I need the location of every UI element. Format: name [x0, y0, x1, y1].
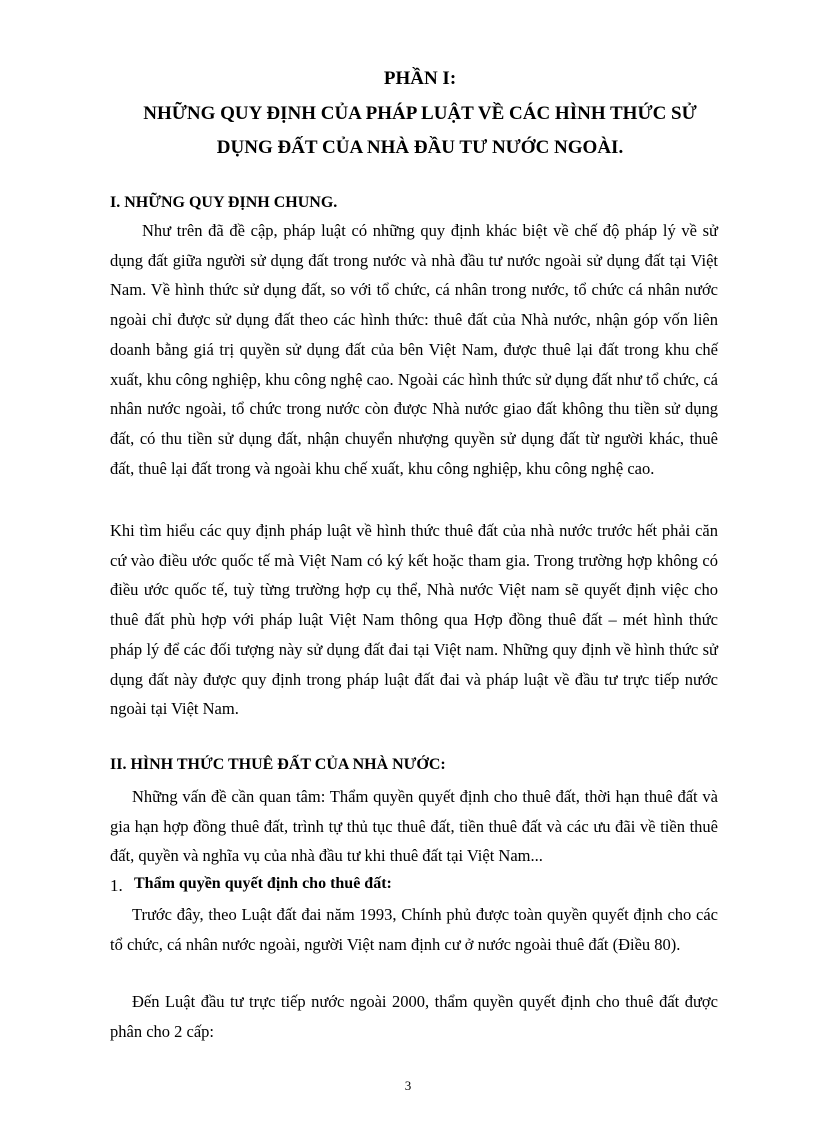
- title-line-2: DỤNG ĐẤT CỦA NHÀ ĐẦU TƯ NƯỚC NGOÀI.: [216, 137, 624, 158]
- item-1-number: 1.: [110, 876, 123, 895]
- page-number: 3: [404, 1078, 412, 1093]
- title-line-1: NHỮNG QUY ĐỊNH CỦA PHÁP LUẬT VỀ CÁC HÌNH THỨC SỬ: [143, 103, 697, 124]
- section-1-paragraph-1: Như trên đã đề cập, pháp luật có những quy định khác biệt về chế độ pháp lý về sử dụng đất giữa người sử dụng đất trong nước và nhà đầu tư nước ngoài sử dụng đất tại Việt Nam. Về hình thức sử dụng đất, so với tổ chức, cá nhân trong nước, tổ chức cá nhân nước ngoài chỉ được sử dụng đất theo các hình thức: thuê đất của Nhà nước, nhận góp vốn liên doanh bằng giá trị quyền sử dụng đất của bên Việt Nam, được thuê lại đất trong khu chế xuất, khu công nghiệp, khu công nghệ cao. Ngoài các hình thức sử dụng đất như tổ chức, cá nhân nước ngoài, tổ chức trong nước còn được Nhà nước giao đất không thu tiền sử dụng đất, có thu tiền sử dụng đất, nhận chuyển nhượng quyền sử dụng đất từ người khác, thuê đất, thuê lại đất trong và ngoài khu chế xuất, khu công nghiệp, khu công nghệ cao.: [110, 221, 718, 478]
- section-2-heading: II. HÌNH THỨC THUÊ ĐẤT CỦA NHÀ NƯỚC:: [110, 756, 446, 773]
- section-1-paragraph-2: Khi tìm hiểu các quy định pháp luật về hình thức thuê đất của nhà nước trước hết phải căn cứ vào điều ước quốc tế mà Việt Nam có ký kết hoặc tham gia. Trong trường hợp không có điều ước quốc tế, tuỳ từng trường hợp cụ thể, Nhà nước Việt nam sẽ quyết định việc cho thuê đất phù hợp với pháp luật Việt Nam thông qua Hợp đồng thuê đất – mét hình thức pháp lý để các đối tượng này sử dụng đất đai tại Việt nam. Những quy định về hình thức sử dụng đất này được quy định trong pháp luật đất đai và pháp luật về đầu tư trực tiếp nước ngoài tại Việt Nam.: [110, 521, 718, 719]
- item-1-title: Thẩm quyền quyết định cho thuê đất:: [134, 875, 392, 892]
- section-2-paragraph-1: Những vấn đề cần quan tâm: Thẩm quyền quyết định cho thuê đất, thời hạn thuê đất và gia hạn hợp đồng thuê đất, trình tự thủ tục thuê đất, tiền thuê đất và các ưu đãi về tiền thuê đất, quyền và nghĩa vụ của nhà đầu tư khi thuê đất tại Việt Nam...: [110, 787, 718, 866]
- section-2-paragraph-2: Trước đây, theo Luật đất đai năm 1993, Chính phủ được toàn quyền quyết định cho các tổ chức, cá nhân nước ngoài, người Việt nam định cư ở nước ngoài thuê đất (Điều 80).: [110, 905, 718, 954]
- section-1-heading: I. NHỮNG QUY ĐỊNH CHUNG.: [110, 194, 338, 211]
- part-heading: PHẦN I:: [383, 68, 457, 89]
- section-2-paragraph-3: Đến Luật đầu tư trực tiếp nước ngoài 2000, thẩm quyền quyết định cho thuê đất được phân cho 2 cấp:: [110, 992, 718, 1041]
